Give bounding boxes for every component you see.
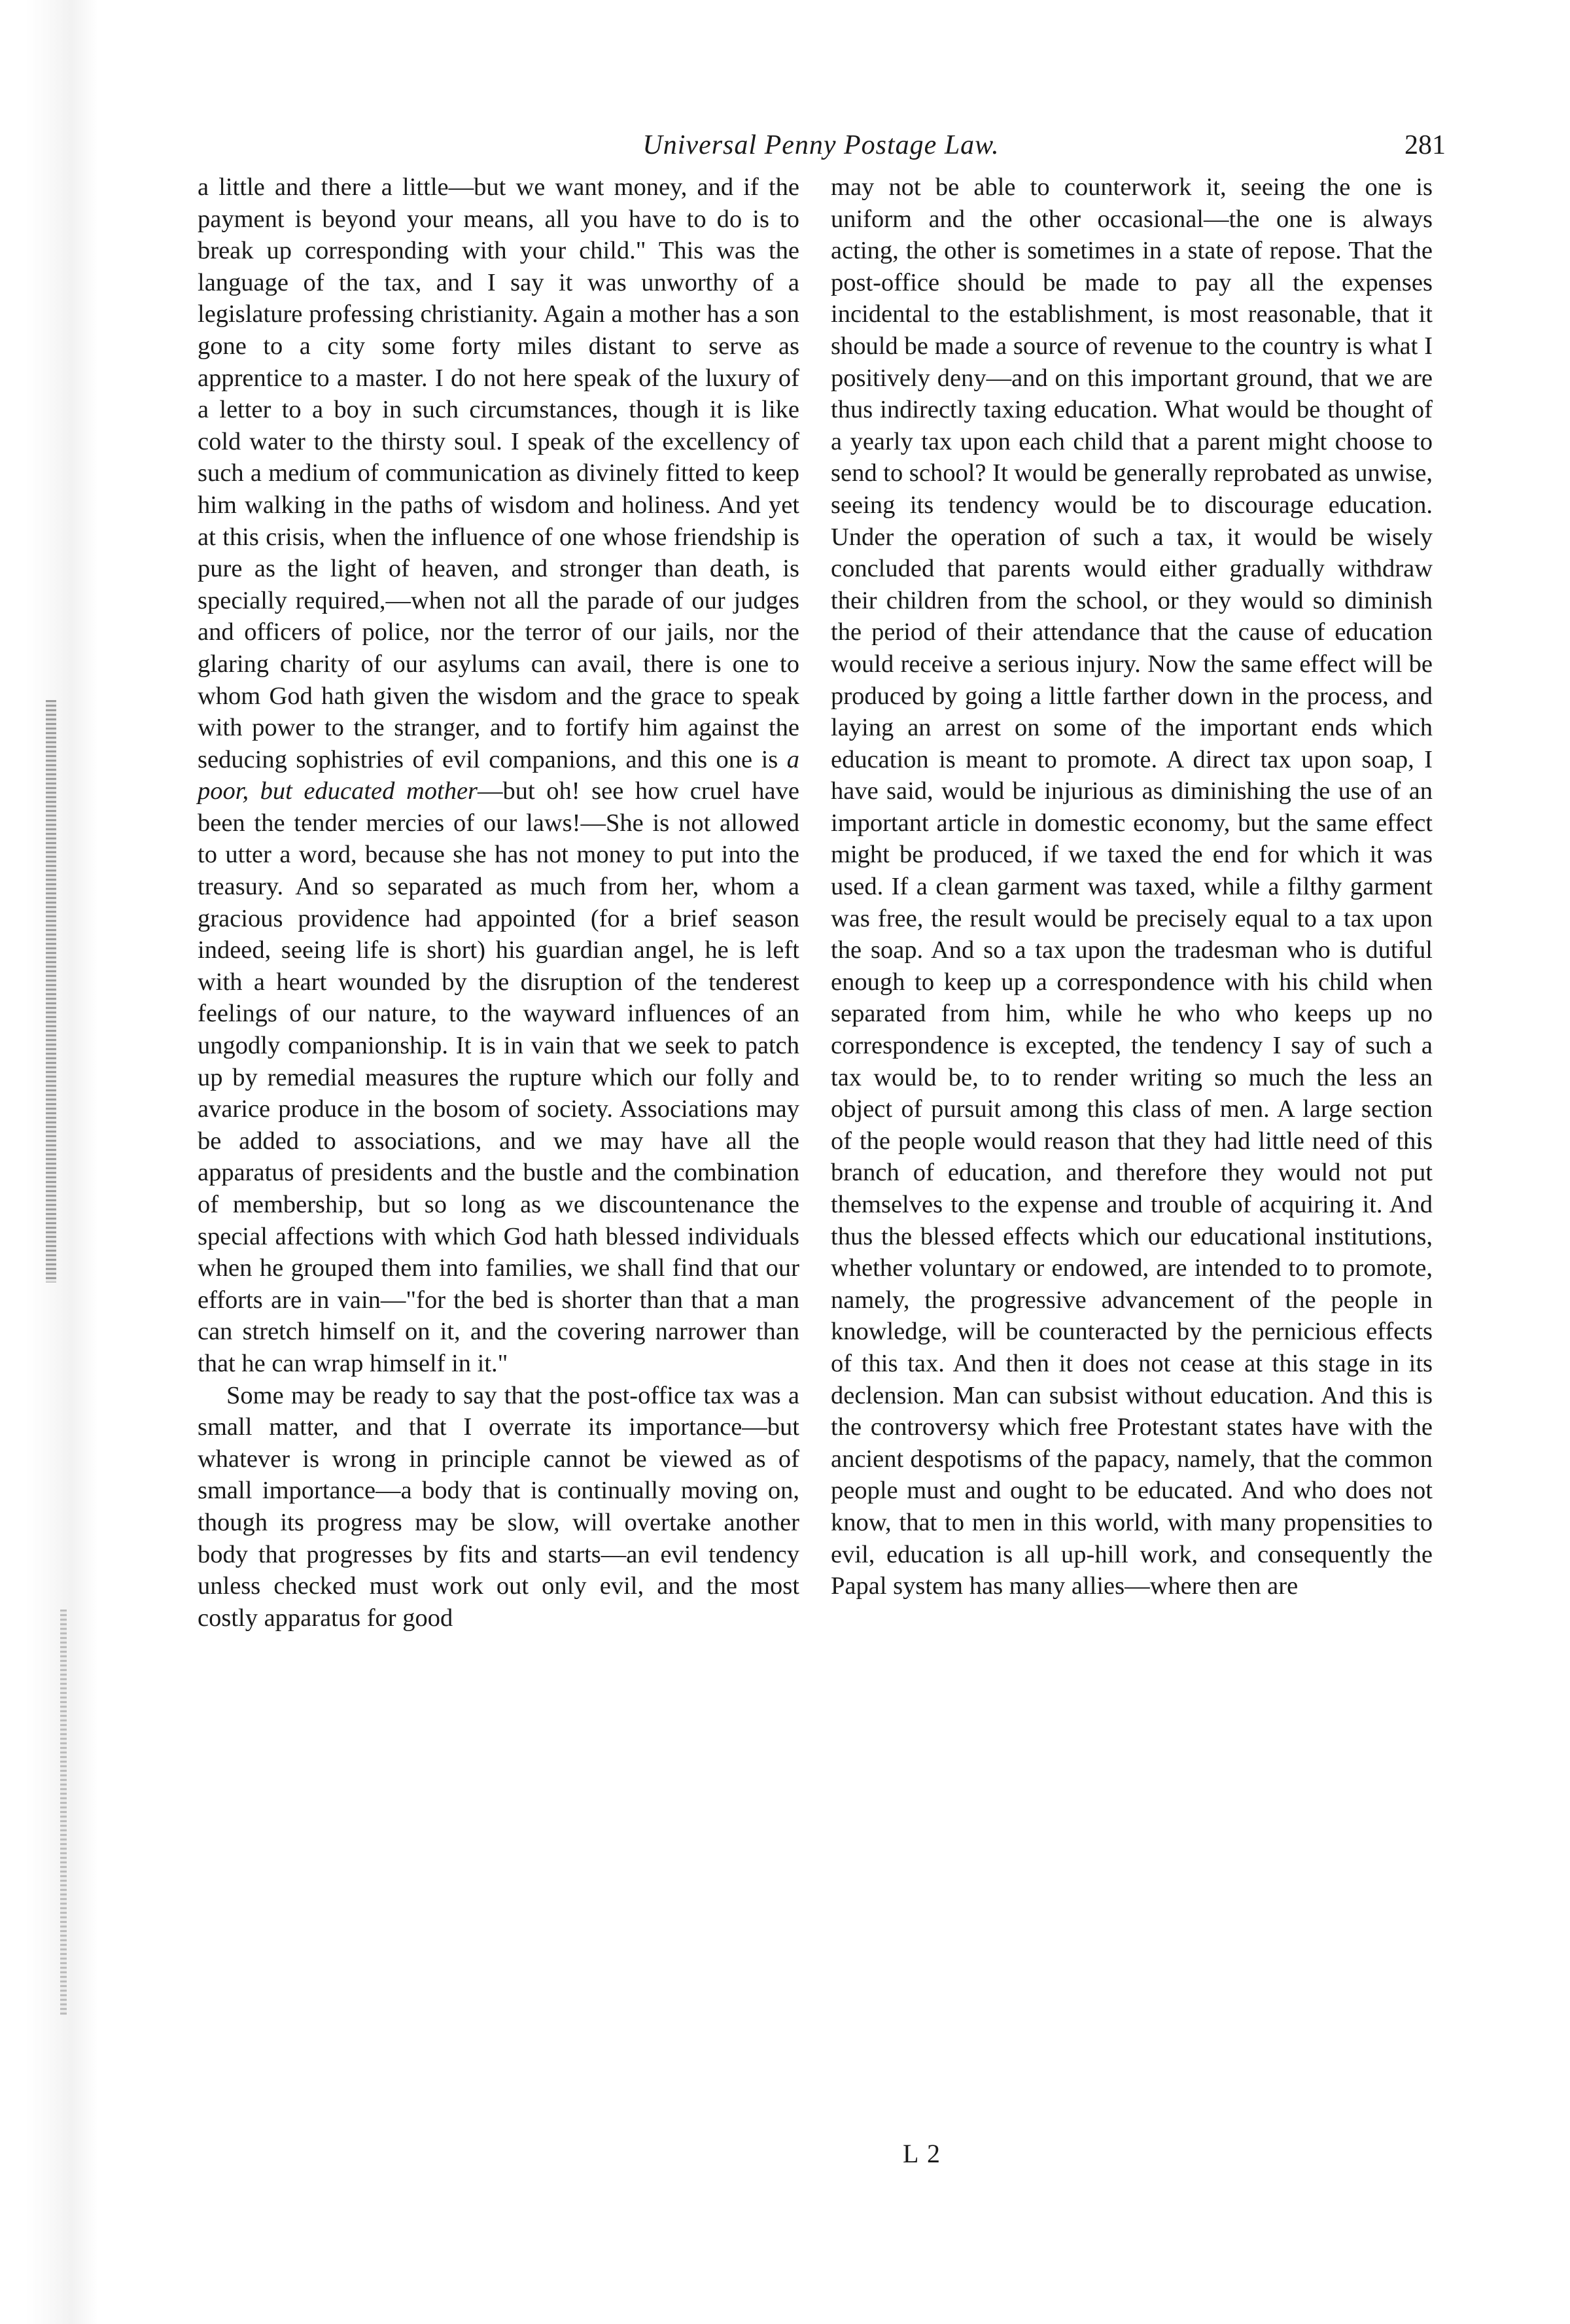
- running-title: Universal Penny Postage Law.: [642, 130, 1000, 160]
- emphasis-text: a poor, but educated mother: [198, 745, 799, 805]
- right-column: [831, 171, 1433, 1602]
- paragraph-text-continued: —but oh! see how cruel have been the tender mercies of our laws!—She is not allowed to utter a word, because she has not money to put into the treasury. And so separated as much from her, whom a gracious providence had appointed (for a brief season indeed, seeing life is short) his guardian angel, he is left with a heart wounded by the disruption of the tenderest feelings of our nature, to the wayward influences of an ungodly companionship. It is in vain that we seek to patch up by remedial measures the rupture which our folly and avarice produce in the bosom of society. Associations may be added to associations, and we may have all the apparatus of presidents and the bustle and the combination of membership, but so long as we discountenance the special affections with which God hath blessed individuals when he grouped them into families, we shall find that our efforts are in vain—"for the bed is shorter than that a man can stretch himself on it, and the covering narrower than that he can wrap himself in it.": [198, 777, 799, 1377]
- paragraph: [198, 171, 799, 1380]
- paragraph: may not be able to counterwork it, seeing the one is uniform and the other occasional—the one is always acting, the other is sometimes in a state of repose. That the post-office should be made to pay all the expenses incidental to the establishment, is most reasonable, that it should be made a source of revenue to the country is what I positively deny—and on this important ground, that we are thus indirectly taxing education. What would be thought of a yearly tax upon each child that a parent might choose to send to school? It would be generally reprobated as unwise, seeing its tendency would be to discourage education. Under the operation of such a tax, it would be wisely concluded that parents would either gradually withdraw their children from the school, or they would so diminish the period of their attendance that the cause of education would receive a serious injury. Now the same effect will be produced by going a little farther down in the process, and laying an arrest on some of the important ends which education is meant to promote. A direct tax upon soap, I have said, would be injurious as diminishing the use of an important article in domestic economy, but the same effect might be produced, if we taxed the end for which it was used. If a clean garment was taxed, while a filthy garment was free, the result would be precisely equal to a tax upon the soap. And so a tax upon the tradesman who is dutiful enough to keep up a correspondence with his child when separated from him, while he who who keeps up no correspondence is excepted, the tendency I say of such a tax would be, to to render writing so much the less an object of pursuit among this class of men. A large section of the people would reason that they had little need of this branch of education, and therefore they would not put themselves to the expense and trouble of acquiring it. And thus the blessed effects which our educational institutions, whether voluntary or endowed, are intended to to promote, namely, the progressive advancement of the people in knowledge, will be counteracted by the pernicious effects of this tax. And then it does not cease at this stage in its declension. Man can subsist without education. And this is the controversy which free Protestant states have with the ancient despotisms of the papacy, namely, that the common people must and ought to be educated. And who does not know, that to men in this world, with many propensities to evil, education is all up-hill work, and consequently the Papal system has many allies—where then are: [831, 173, 1433, 1600]
- paragraph: Some may be ready to say that the post-office tax was a small matter, and that I overrate its importance—but whatever is wrong in principle cannot be viewed as of small importance—a body that is continually moving on, though its progress may be slow, will overtake another body that progresses by fits and starts—an evil tendency unless checked must work out only evil, and the most costly apparatus for good: [198, 1381, 799, 1632]
- binding-shadow-lower: [60, 1610, 67, 2015]
- left-column: [198, 171, 799, 1634]
- paragraph-text: a little and there a little—but we want money, and if the payment is beyond your means, all you have to do is to break up corresponding with your child." This was the language of the tax, and I say it was unworthy of a legislature professing christianity. Again a mother has a son gone to a city some forty miles distant to serve as apprentice to a master. I do not here speak of the luxury of a letter to a boy in such circumstances, though it is like cold water to the thirsty soul. I speak of the excellency of such a medium of communication as divinely fitted to keep him walking in the paths of wisdom and holiness. And yet at this crisis, when the influence of one whose friendship is pure as the light of heaven, and stronger than death, is specially required,—when not all the parade of our judges and officers of police, nor the terror of our jails, nor the glaring charity of our asylums can avail, there is one to whom God hath given the wisdom and the grace to speak with power to the stranger, and to fortify him against the seducing sophistries of evil companions, and this one is: [198, 173, 799, 773]
- signature-mark: L 2: [903, 2139, 941, 2168]
- binding-shadow: [46, 700, 56, 1282]
- page-number: 281: [1404, 130, 1446, 160]
- running-head: [196, 130, 1446, 169]
